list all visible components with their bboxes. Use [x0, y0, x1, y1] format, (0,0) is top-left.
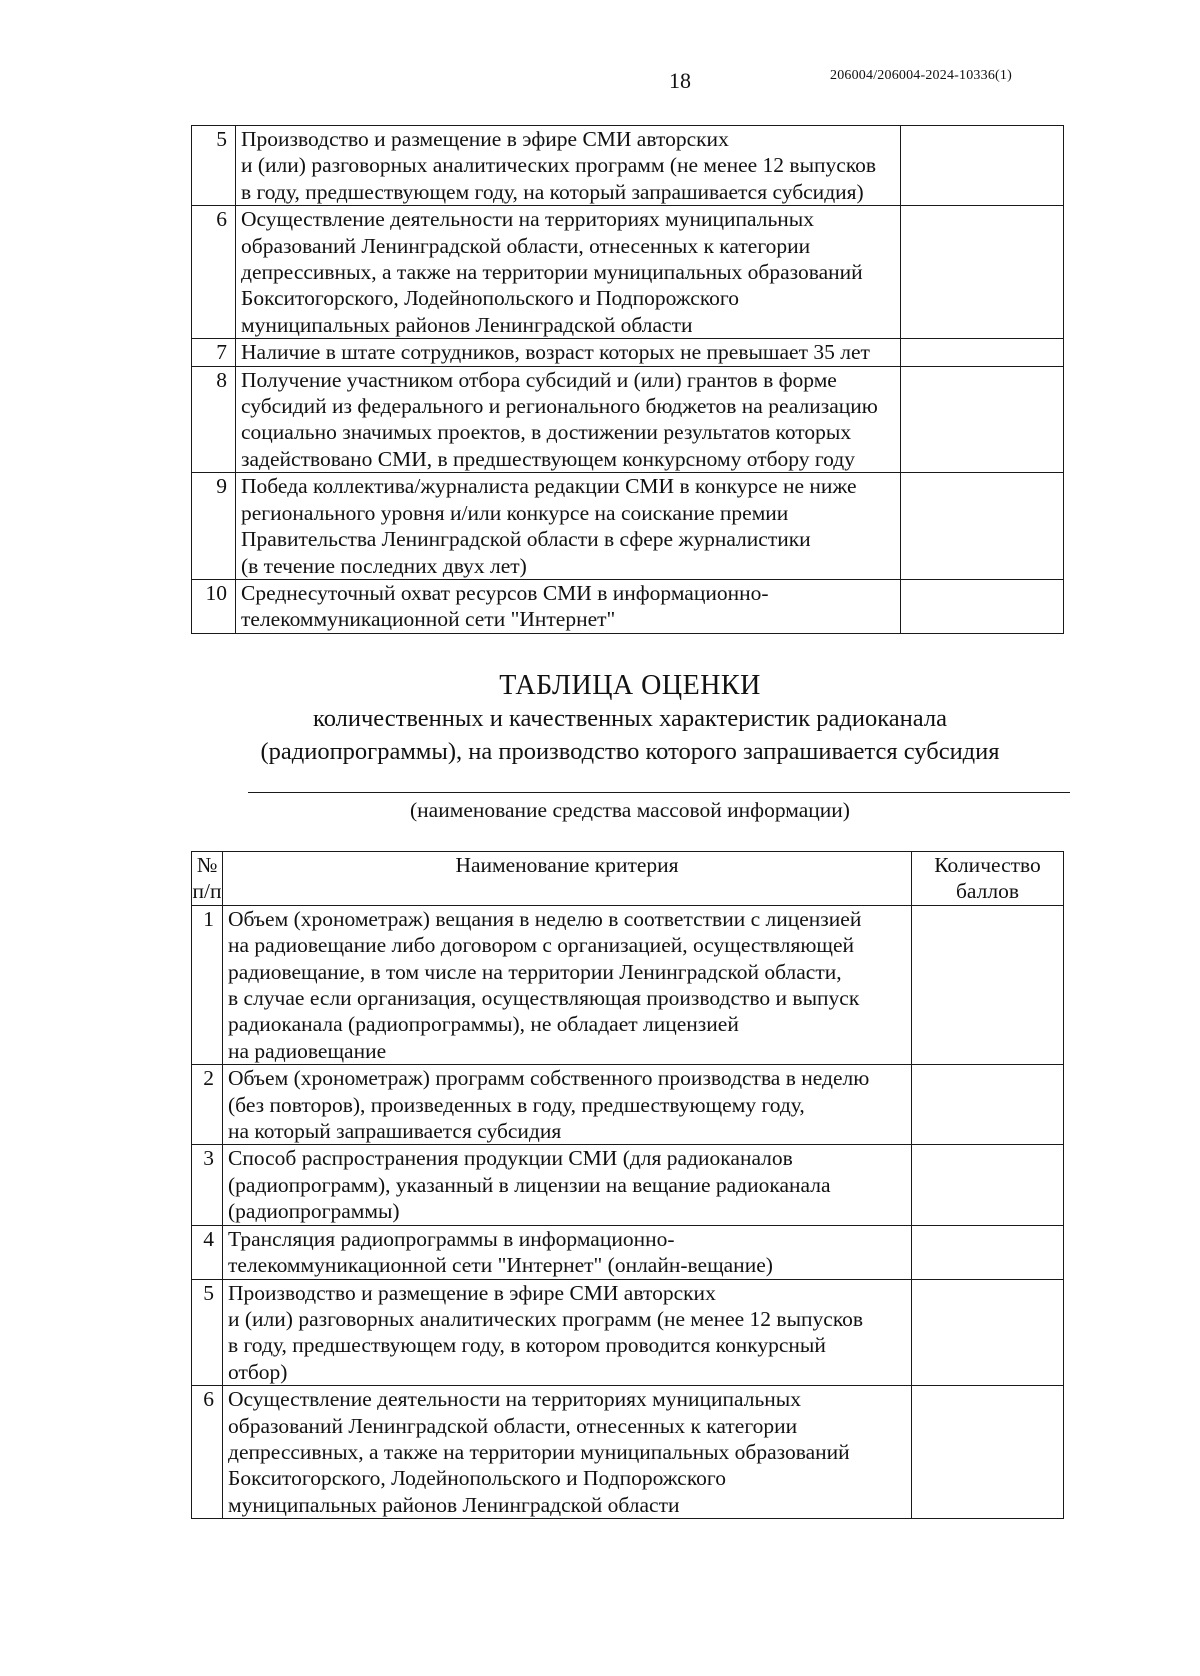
score-cell	[912, 1279, 1064, 1386]
header-number: № п/п	[192, 853, 222, 904]
table-row	[192, 366, 1064, 473]
table-row	[192, 579, 1064, 633]
table-row	[192, 905, 1064, 1064]
table-row	[192, 1386, 1064, 1519]
criterion-text: Объем (хронометраж) программ собственного производства в неделю (без повторов), произведенных в году, предшествующему году, на который запрашивается субсидия	[223, 1065, 912, 1145]
row-number: 2	[192, 1065, 223, 1145]
table-row	[192, 1225, 1064, 1279]
section-subtitle-line1: количественных и качественных характеристик радиоканала	[313, 705, 947, 732]
score-cell	[901, 579, 1064, 633]
score-cell	[901, 339, 1064, 366]
row-number: 6	[192, 1386, 223, 1519]
media-name-blank-line	[248, 792, 1070, 793]
criteria-table-continued-body	[192, 126, 1064, 634]
section-title: ТАБЛИЦА ОЦЕНКИ	[499, 670, 761, 701]
row-number: 4	[192, 1225, 223, 1279]
row-number: 5	[192, 1279, 223, 1386]
criterion-text: Наличие в штате сотрудников, возраст которых не превышает 35 лет	[236, 339, 901, 366]
table-row	[192, 1279, 1064, 1386]
score-cell	[901, 126, 1064, 206]
document-id: 206004/206004-2024-10336(1)	[830, 68, 1012, 83]
header-score: Количество баллов	[912, 852, 1064, 906]
score-cell	[912, 905, 1064, 1064]
row-number: 7	[192, 339, 236, 366]
row-number: 6	[192, 206, 236, 339]
score-cell	[901, 366, 1064, 473]
criterion-text: Трансляция радиопрограммы в информационно- телекоммуникационной сети "Интернет" (онлайн-вещание)	[223, 1225, 912, 1279]
table-row	[192, 1145, 1064, 1225]
table-row	[192, 126, 1064, 206]
criteria-table-continued	[191, 125, 1064, 634]
header-criterion-name: Наименование критерия	[223, 852, 912, 906]
section-subtitle-line2: (радиопрограммы), на производство которого запрашивается субсидия	[260, 738, 1000, 765]
criterion-text: Осуществление деятельности на территориях муниципальных образований Ленинградской области, отнесенных к категории депрессивных, а также на территории муниципальных образований Бокситогорского, Лодейнопольского и Подпорожского муниципальных районов Ленинградской области	[223, 1386, 912, 1519]
criterion-text: Объем (хронометраж) вещания в неделю в соответствии с лицензией на радиовещание либо договором с организацией, осуществляющей радиовещание, в том числе на территории Ленинградской области, в случае если организация, осуществляющая производство и выпуск радиоканала (радиопрограммы), не обладает лицензией на радиовещание	[223, 905, 912, 1064]
page-number: 18	[669, 68, 691, 93]
table-header-row	[192, 852, 1064, 906]
row-number: 8	[192, 366, 236, 473]
score-cell	[901, 473, 1064, 580]
row-number: 10	[192, 579, 236, 633]
row-number: 3	[192, 1145, 223, 1225]
score-cell	[912, 1145, 1064, 1225]
score-cell	[901, 206, 1064, 339]
table-row	[192, 339, 1064, 366]
criterion-text: Осуществление деятельности на территориях муниципальных образований Ленинградской области, отнесенных к категории депрессивных, а также на территории муниципальных образований Бокситогорского, Лодейнопольского и Подпорожского муниципальных районов Ленинградской области	[236, 206, 901, 339]
score-cell	[912, 1065, 1064, 1145]
criterion-text: Победа коллектива/журналиста редакции СМИ в конкурсе не ниже регионального уровня и/или конкурсе на соискание премии Правительства Ленинградской области в сфере журналистики (в течение последних двух лет)	[236, 473, 901, 580]
table-row	[192, 1065, 1064, 1145]
criterion-text: Среднесуточный охват ресурсов СМИ в информационно- телекоммуникационной сети "Интернет"	[236, 579, 901, 633]
criterion-text: Производство и размещение в эфире СМИ авторских и (или) разговорных аналитических программ (не менее 12 выпусков в году, предшествующем году, в котором проводится конкурсный отбор)	[223, 1279, 912, 1386]
row-number: 1	[192, 905, 223, 1064]
row-number: 9	[192, 473, 236, 580]
table-row	[192, 206, 1064, 339]
radio-evaluation-table	[191, 851, 1064, 1519]
criterion-text: Производство и размещение в эфире СМИ авторских и (или) разговорных аналитических программ (не менее 12 выпусков в году, предшествующем году, на который запрашивается субсидия)	[236, 126, 901, 206]
media-name-caption: (наименование средства массовой информации)	[410, 798, 850, 822]
score-cell	[912, 1386, 1064, 1519]
criterion-text: Получение участником отбора субсидий и (или) грантов в форме субсидий из федерального и регионального бюджетов на реализацию социально значимых проектов, в достижении результатов которых задействовано СМИ, в предшествующем конкурсному отбору году	[236, 366, 901, 473]
score-cell	[912, 1225, 1064, 1279]
table-row	[192, 473, 1064, 580]
row-number: 5	[192, 126, 236, 206]
radio-evaluation-table-body	[192, 852, 1064, 1519]
criterion-text: Способ распространения продукции СМИ (для радиоканалов (радиопрограмм), указанный в лицензии на вещание радиоканала (радиопрограммы)	[223, 1145, 912, 1225]
